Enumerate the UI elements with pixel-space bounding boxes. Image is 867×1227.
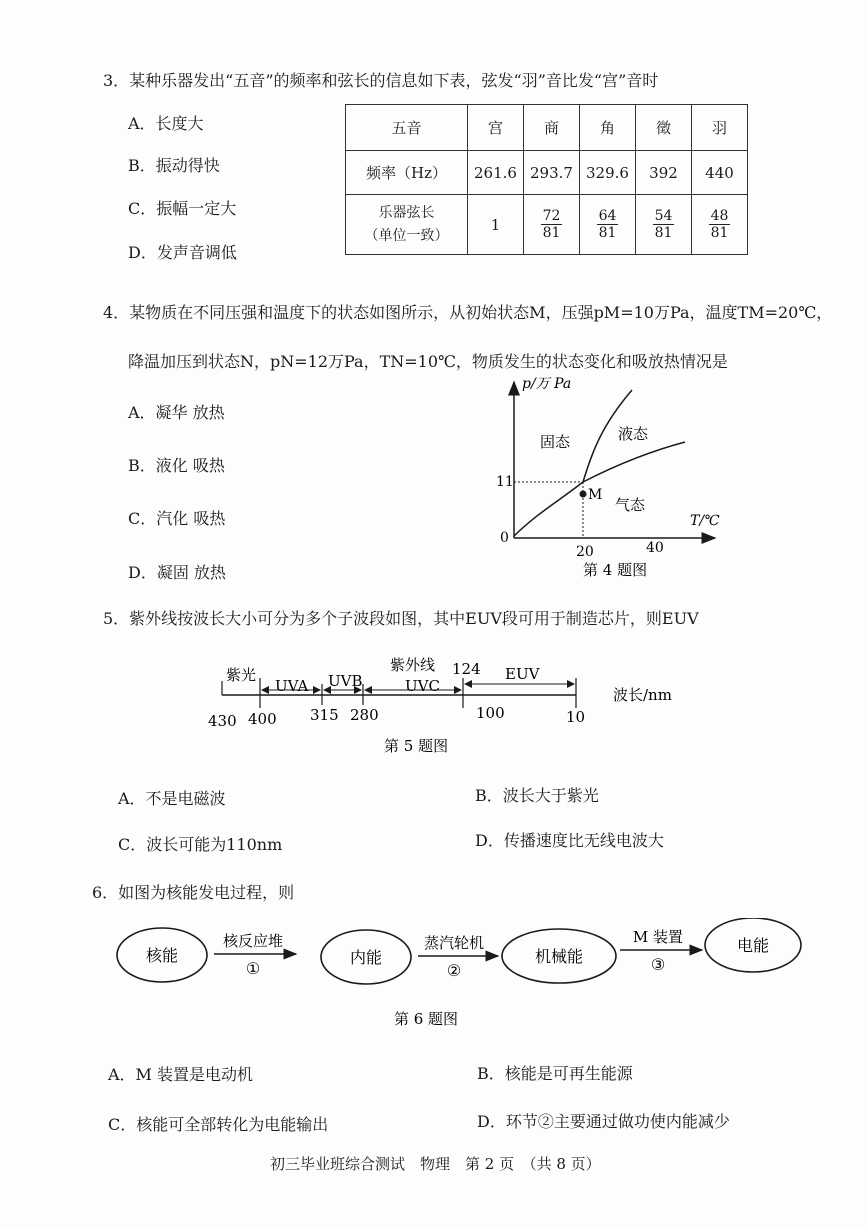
- frequency-label: 频率（Hz）: [346, 151, 468, 195]
- q6-stem: 6．如图为核能发电过程，则: [92, 883, 295, 902]
- tick-label-124: 124: [452, 660, 481, 678]
- fraction: [541, 208, 563, 241]
- denominator: 81: [542, 225, 561, 241]
- euv-label: EUV: [505, 665, 540, 683]
- numerator: 54: [654, 207, 673, 224]
- table-header-cell: 徵: [636, 105, 692, 151]
- q5-option-c: C．波长可能为110nm: [118, 835, 283, 854]
- page-footer: 初三毕业班综合测试 物理 第 2 页 （共 8 页）: [270, 1155, 601, 1173]
- x-tick-20: 20: [576, 544, 594, 560]
- region-gas: 气态: [615, 496, 646, 514]
- fraction: [709, 208, 731, 241]
- frequency-cell: 392: [636, 151, 692, 195]
- q6-option-a: A．M 装置是电动机: [108, 1065, 254, 1084]
- origin-label: 0: [500, 530, 509, 546]
- length-cell: [580, 195, 636, 255]
- fraction: [653, 208, 675, 241]
- numerator: 48: [710, 207, 729, 224]
- step-number-3: ③: [650, 955, 666, 974]
- uva-label: UVA: [275, 677, 309, 695]
- node-label: 内能: [349, 948, 383, 967]
- ultraviolet-label: 紫外线: [390, 656, 436, 674]
- violet-light-label: 紫光: [226, 666, 257, 684]
- x-axis-label: T/℃: [690, 513, 720, 529]
- q5-option-a: A．不是电磁波: [118, 789, 226, 808]
- length-label-line1: 乐器弦长: [378, 205, 435, 222]
- region-solid: 固态: [540, 433, 571, 451]
- numerator: 72: [542, 207, 561, 224]
- tick-label-400: 400: [248, 710, 277, 728]
- length-cell: [524, 195, 580, 255]
- phase-diagram: [470, 370, 730, 585]
- denominator: 81: [710, 225, 729, 241]
- node-label: 电能: [736, 936, 770, 955]
- table-row-length: [346, 195, 748, 255]
- table-header-row: [346, 105, 748, 151]
- energy-flow-diagram: [110, 918, 810, 1038]
- q4-option-d: D．凝固 放热: [128, 563, 226, 582]
- frequency-cell: 329.6: [580, 151, 636, 195]
- frequency-cell: 261.6: [468, 151, 524, 195]
- table-header-cell: 宫: [468, 105, 524, 151]
- step-number-1: ①: [245, 959, 261, 978]
- frequency-cell: 293.7: [524, 151, 580, 195]
- q3-option-a: A．长度大: [128, 114, 204, 133]
- step-label-2: 蒸汽轮机: [423, 934, 485, 952]
- length-cell: [692, 195, 748, 255]
- length-cell: 1: [468, 195, 524, 255]
- q4-stem-line1: 4．某物质在不同压强和温度下的状态如图所示，从初始状态M，压强pM=10万Pa，温度TM=20℃，: [103, 303, 833, 322]
- wavelength-unit-label: 波长/nm: [613, 686, 672, 704]
- q6-option-c: C．核能可全部转化为电能输出: [108, 1115, 329, 1134]
- q5-option-b: B．波长大于紫光: [475, 786, 599, 805]
- table-header-cell: 羽: [692, 105, 748, 151]
- q6-option-b: B．核能是可再生能源: [477, 1064, 633, 1083]
- q5-stem: 5．紫外线按波长大小可分为多个子波段如图，其中EUV段可用于制造芯片，则EUV: [103, 609, 699, 628]
- pentatonic-table: [345, 104, 748, 255]
- fraction: [597, 208, 619, 241]
- step-label-3: M 装置: [632, 928, 684, 946]
- table-header-cell: 角: [580, 105, 636, 151]
- table-header-cell: 五音: [346, 105, 468, 151]
- q3-option-b: B．振动得快: [128, 156, 220, 175]
- q4-option-a: A．凝华 放热: [128, 403, 225, 422]
- q6-option-d: D．环节②主要通过做功使内能减少: [477, 1112, 730, 1131]
- node-label: 核能: [145, 946, 179, 965]
- region-liquid: 液态: [618, 425, 649, 443]
- frequency-cell: 440: [692, 151, 748, 195]
- step-number-2: ②: [446, 961, 462, 980]
- q4-stem-line2: 降温加压到状态N，pN=12万Pa，TN=10℃，物质发生的状态变化和吸放热情况是: [128, 352, 728, 371]
- tick-label-430: 430: [208, 712, 237, 730]
- q4-option-c: C．汽化 吸热: [128, 509, 226, 528]
- x-tick-40: 40: [646, 540, 664, 556]
- point-m-label: M: [588, 487, 603, 503]
- point-m-marker: [580, 491, 587, 498]
- table-row-frequency: [346, 151, 748, 195]
- y-tick-11: 11: [496, 474, 514, 490]
- table-header-cell: 商: [524, 105, 580, 151]
- figure-caption: 第 4 题图: [583, 561, 648, 579]
- denominator: 81: [654, 225, 673, 241]
- tick-label-10: 10: [566, 708, 586, 726]
- q5-option-d: D．传播速度比无线电波大: [475, 831, 664, 850]
- numerator: 64: [598, 207, 617, 224]
- tick-label-280: 280: [350, 706, 379, 724]
- length-label-line2: （单位一致）: [364, 227, 449, 244]
- q3-option-c: C．振幅一定大: [128, 199, 237, 218]
- node-label: 机械能: [534, 947, 584, 966]
- q3-stem: 3．某种乐器发出“五音”的频率和弦长的信息如下表，弦发“羽”音比发“宫”音时: [103, 71, 659, 90]
- uv-band-diagram: [200, 650, 690, 760]
- uvb-label: UVB: [328, 672, 363, 690]
- q3-option-d: D．发声音调低: [128, 243, 237, 262]
- figure-caption: 第 6 题图: [393, 1010, 459, 1028]
- denominator: 81: [598, 225, 617, 241]
- length-label: [346, 195, 468, 255]
- tick-label-100: 100: [476, 704, 505, 722]
- tick-label-315: 315: [310, 706, 339, 724]
- step-label-1: 核反应堆: [222, 932, 284, 950]
- y-axis-label: p/万 Pa: [522, 376, 572, 392]
- q4-option-b: B．液化 吸热: [128, 456, 225, 475]
- length-cell: [636, 195, 692, 255]
- figure-caption: 第 5 题图: [384, 737, 449, 755]
- uvc-label: UVC: [405, 677, 440, 695]
